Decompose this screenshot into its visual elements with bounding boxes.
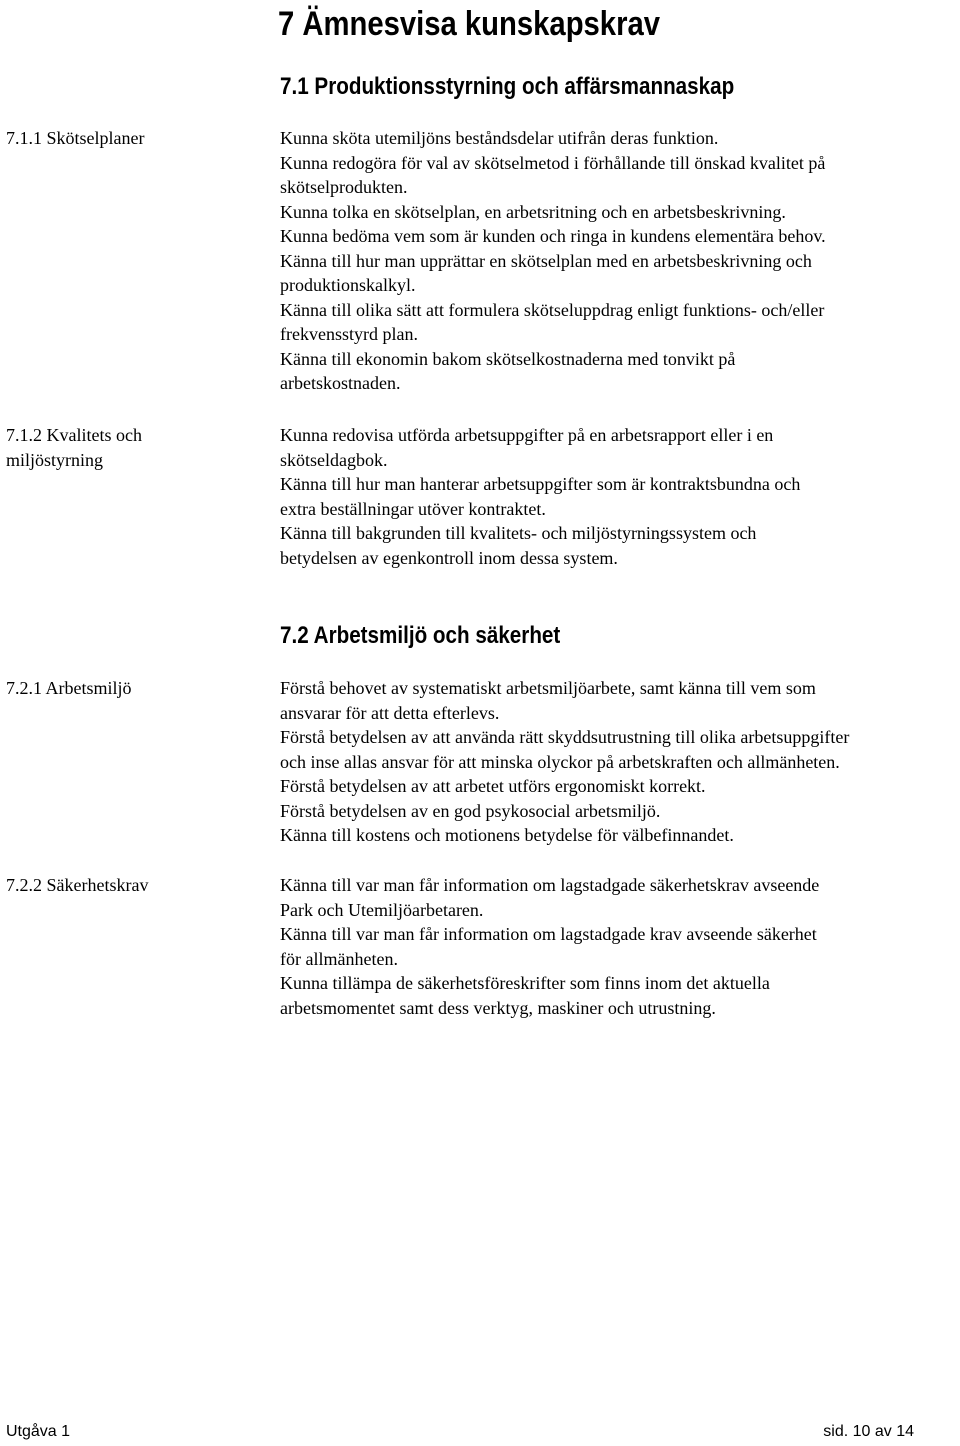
footer-page-number: sid. 10 av 14 bbox=[823, 1423, 914, 1440]
requirement-line: Kunna redogöra för val av skötselmetod i förhållande till önskad kvalitet på bbox=[280, 152, 826, 173]
requirement-line: Kunna redovisa utförda arbetsuppgifter på en arbetsrapport eller i en bbox=[280, 425, 774, 445]
requirement-line: Förstå betydelsen av att arbetet utförs ergonomiskt korrekt. bbox=[280, 776, 706, 796]
requirement-line: arbetskostnaden. bbox=[280, 373, 401, 393]
requirement-line: betydelsen av egenkontroll inom dessa system. bbox=[280, 547, 618, 568]
requirement-line: Känna till olika sätt att formulera skötseluppdrag enligt funktions- och/eller bbox=[280, 299, 825, 320]
requirement-line: Känna till bakgrunden till kvalitets- och miljöstyrningssystem och bbox=[280, 523, 757, 543]
requirement-line: för allmänheten. bbox=[280, 948, 398, 969]
requirement-line: Kunna bedöma vem som är kunden och ringa in kundens elementära behov. bbox=[280, 226, 826, 246]
requirement-line: Känna till var man får information om lagstadgade krav avseende säkerhet bbox=[280, 924, 817, 944]
requirement-line: Känna till hur man upprättar en skötselplan med en arbetsbeskrivning och bbox=[280, 250, 812, 271]
requirement-line: skötseldagbok. bbox=[280, 449, 388, 470]
requirement-line: Känna till kostens och motionens betydelse för välbefinnandet. bbox=[280, 825, 734, 845]
requirement-line: produktionskalkyl. bbox=[280, 275, 416, 295]
requirement-line: Känna till hur man hanterar arbetsuppgifter som är kontraktsbundna och bbox=[280, 474, 801, 494]
footer-edition: Utgåva 1 bbox=[6, 1423, 71, 1440]
subsection-label: 7.2.2 Säkerhetskrav bbox=[6, 875, 149, 895]
requirement-line: och inse allas ansvar för att minska olyckor på arbetskraften och allmänheten. bbox=[280, 751, 840, 772]
requirement-list bbox=[280, 126, 960, 396]
requirement-line: arbetsmomentet samt dess verktyg, maskiner och utrustning. bbox=[280, 997, 716, 1018]
requirement-line: Kunna sköta utemiljöns beståndsdelar utifrån deras funktion. bbox=[280, 128, 719, 148]
requirement-line: Förstå betydelsen av en god psykosocial arbetsmiljö. bbox=[280, 800, 661, 821]
requirement-line: Park och Utemiljöarbetaren. bbox=[280, 899, 484, 920]
section-heading-7-1: 7.1 Produktionsstyrning och affärsmannaskap bbox=[280, 73, 735, 100]
subsection-label: 7.1.1 Skötselplaner bbox=[6, 128, 145, 148]
requirement-line: ansvarar för att detta efterlevs. bbox=[280, 702, 500, 723]
requirement-line: Förstå betydelsen av att använda rätt skyddsutrustning till olika arbetsuppgifter bbox=[280, 727, 850, 747]
section-heading-7-2: 7.2 Arbetsmiljö och säkerhet bbox=[280, 622, 561, 649]
requirement-line: Känna till var man får information om lagstadgade säkerhetskrav avseende bbox=[280, 875, 820, 895]
requirement-line: extra beställningar utöver kontraktet. bbox=[280, 498, 546, 519]
requirement-list bbox=[280, 676, 960, 848]
requirement-line: frekvensstyrd plan. bbox=[280, 324, 418, 344]
subsection-label: 7.1.2 Kvalitets och miljöstyrning bbox=[6, 425, 142, 470]
requirement-line: skötselprodukten. bbox=[280, 177, 408, 197]
requirement-line: Förstå behovet av systematiskt arbetsmiljöarbete, samt känna till vem som bbox=[280, 678, 816, 698]
requirement-list bbox=[280, 873, 960, 1020]
subsection-label: 7.2.1 Arbetsmiljö bbox=[6, 678, 132, 698]
requirement-line: Kunna tolka en skötselplan, en arbetsritning och en arbetsbeskrivning. bbox=[280, 201, 786, 222]
chapter-title: 7 Ämnesvisa kunskapskrav bbox=[278, 5, 660, 43]
requirement-list bbox=[280, 423, 960, 570]
requirement-line: Känna till ekonomin bakom skötselkostnaderna med tonvikt på bbox=[280, 348, 736, 369]
requirement-line: Kunna tillämpa de säkerhetsföreskrifter som finns inom det aktuella bbox=[280, 973, 770, 993]
